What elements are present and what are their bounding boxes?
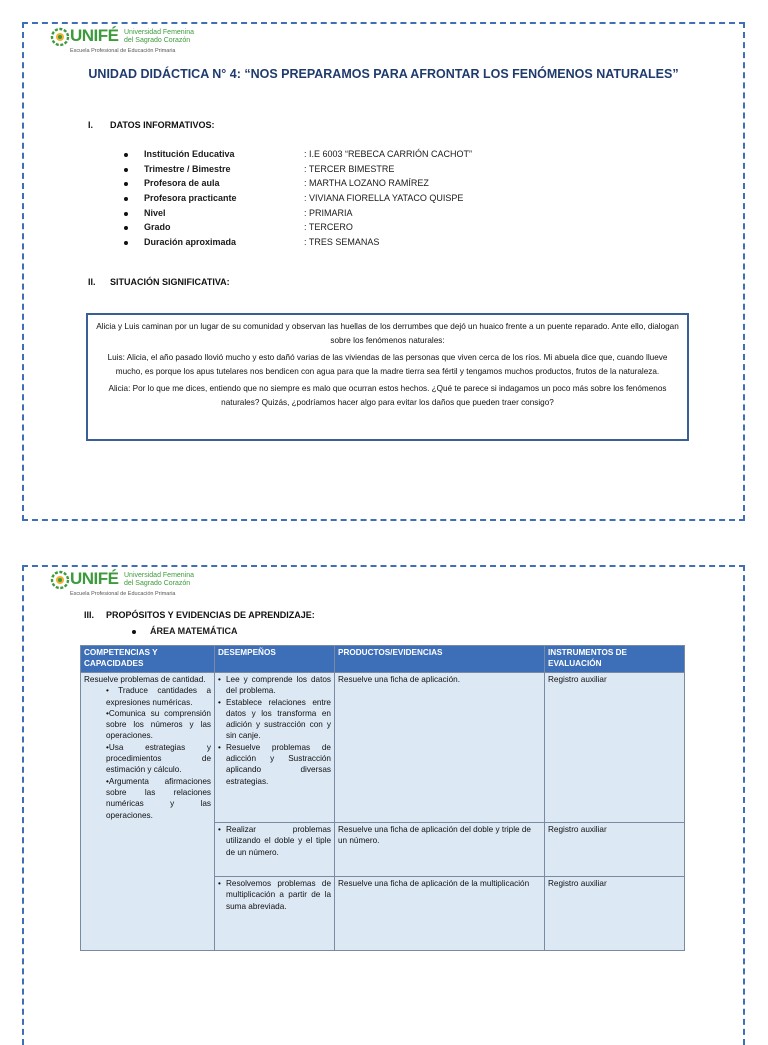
bullet-icon [132, 630, 136, 634]
instrumento-cell: Registro auxiliar [545, 823, 685, 877]
logo-university-name: Universidad Femenina del Sagrado Corazón [124, 572, 195, 587]
column-header: DESEMPEÑOS [215, 646, 335, 673]
logo-brand: UNIFÉ [70, 26, 119, 45]
section-heading-situacion: II. SITUACIÓN SIGNIFICATIVA: [88, 277, 230, 287]
evidencia-cell: Resuelve una ficha de aplicación de la multiplicación [335, 877, 545, 951]
area-label: ÁREA MATEMÁTICA [132, 626, 238, 636]
table-header-row [81, 646, 685, 673]
logo-school-name: Escuela Profesional de Educación Primaria [70, 48, 176, 54]
bullet-icon [124, 226, 128, 230]
section-heading-datos: I. DATOS INFORMATIVOS: [88, 120, 215, 130]
bullet-icon [124, 212, 128, 216]
competencias-table [80, 645, 685, 951]
table-row [81, 673, 685, 823]
bullet-icon [124, 182, 128, 186]
bullet-icon [124, 197, 128, 201]
desempenos-cell: • Resolvemos problemas de multiplicación a partir de la suma abreviada. [215, 877, 335, 951]
instrumento-cell: Registro auxiliar [545, 877, 685, 951]
section-heading-propositos: III. PROPÓSITOS Y EVIDENCIAS DE APRENDIZAJE: [84, 610, 315, 620]
evidencia-cell: Resuelve una ficha de aplicación del doble y triple de un número. [335, 823, 545, 877]
situation-paragraph: Alicia: Por lo que me dices, entiendo que no siempre es malo que ocurran estos hechos. ¿Qué te parece si indagamos un poco más sobre los fenómenos naturales? Quizás, ¿podríamos hacer algo para evitar los daños que pueden traer consigo? [108, 384, 667, 407]
logo-university-name: Universidad Femenina del Sagrado Corazón [124, 29, 195, 44]
logo-school-name: Escuela Profesional de Educación Primaria [70, 591, 176, 597]
column-header: COMPETENCIAS Y CAPACIDADES [81, 646, 215, 673]
document-page-1: UNIFÉ Universidad Femenina del Sagrado Corazón Escuela Profesional de Educación Primaria UNIDAD DIDÁCTICA N° 4: “NOS PREPARAMOS PARA AFRONTAR LOS FENÓMENOS NATURALES” I. DATOS INFORMATIVOS: Institución Educativa : I.E 6003 “REBECA CARRIÓN CACHOT” Trimestre / Bimestre : TERCER BIMESTRE Profesora de aula : MARTHA LOZANO RAMÍREZ Profesora practicante : VIVIANA FIORELLA YATACO QUISPE Nivel : PRIMARIA Grado : TERCERO Duración aproximada : TRES SEMANAS II. SITUACIÓN SIGNIFICATIVA: Alicia y Luis caminan por un lugar de su comunidad y observan las huellas de los derrumbes que dejó un huaico frente a un puente reparado. Ante ello, dialogan sobre los fenómenos naturales: Luis: Alicia, el año pasado llovió mucho y esto dañó varias de las viviendas de las personas que viven cerca de los ríos. Mi abuela dice que, cuando llueve mucho, es porque los apus tutelares nos bendicen con agua para que la madre tierra sea fértil y tengamos muchos productos, frutos de la naturaleza. Alicia: Por lo que me dices, entiendo que no siempre es malo que ocurran estos hechos. ¿Qué te parece si indagamos un poco más sobre los fenómenos naturales? Quizás, ¿podríamos hacer algo para evitar los daños que pueden traer consigo? [22, 22, 745, 521]
bullet-icon [124, 241, 128, 245]
instrumento-cell: Registro auxiliar [545, 673, 685, 823]
bullet-icon [124, 153, 128, 157]
situation-paragraph: Luis: Alicia, el año pasado llovió mucho y esto dañó varias de las viviendas de las personas que viven cerca de los ríos. Mi abuela dice que, cuando llueve mucho, es porque los apus tutelares nos bendicen con agua para que la madre tierra sea fértil y tengamos muchos productos, frutos de la naturaleza. [107, 353, 668, 376]
evidencia-cell: Resuelve una ficha de aplicación. [335, 673, 545, 823]
logo-brand: UNIFÉ [70, 569, 119, 588]
document-page-2 [22, 565, 745, 1045]
column-header: INSTRUMENTOS DE EVALUACIÓN [545, 646, 685, 673]
situation-paragraph: Alicia y Luis caminan por un lugar de su comunidad y observan las huellas de los derrumbes que dejó un huaico frente a un puente reparado. Ante ello, dialogan sobre los fenómenos naturales: [96, 322, 679, 345]
situation-box [86, 313, 689, 441]
competencia-cell: Resuelve problemas de cantidad. • Traduce cantidades a expresiones numéricas. •Comunica su comprensión sobre los números y las operaciones. •Usa estrategias y procedimientos de estimación y cálculo. •Argumenta afirmaciones sobre las relaciones numéricas y las operaciones. [81, 673, 215, 951]
bullet-icon [124, 168, 128, 172]
desempenos-cell: • Lee y comprende los datos del problema. • Establece relaciones entre datos y los transforma en adición y sustracción con y sin canje. • Resuelve problemas de adicción y Sustracción aplicando diversas estrategias. [215, 673, 335, 823]
document-title: UNIDAD DIDÁCTICA N° 4: “NOS PREPARAMOS PARA AFRONTAR LOS FENÓMENOS NATURALES” [88, 67, 679, 81]
logo-emblem-icon [50, 27, 70, 47]
column-header: PRODUCTOS/EVIDENCIAS [335, 646, 545, 673]
logo-emblem-icon [50, 570, 70, 590]
desempenos-cell: • Realizar problemas utilizando el doble y el tiple de un número. [215, 823, 335, 877]
